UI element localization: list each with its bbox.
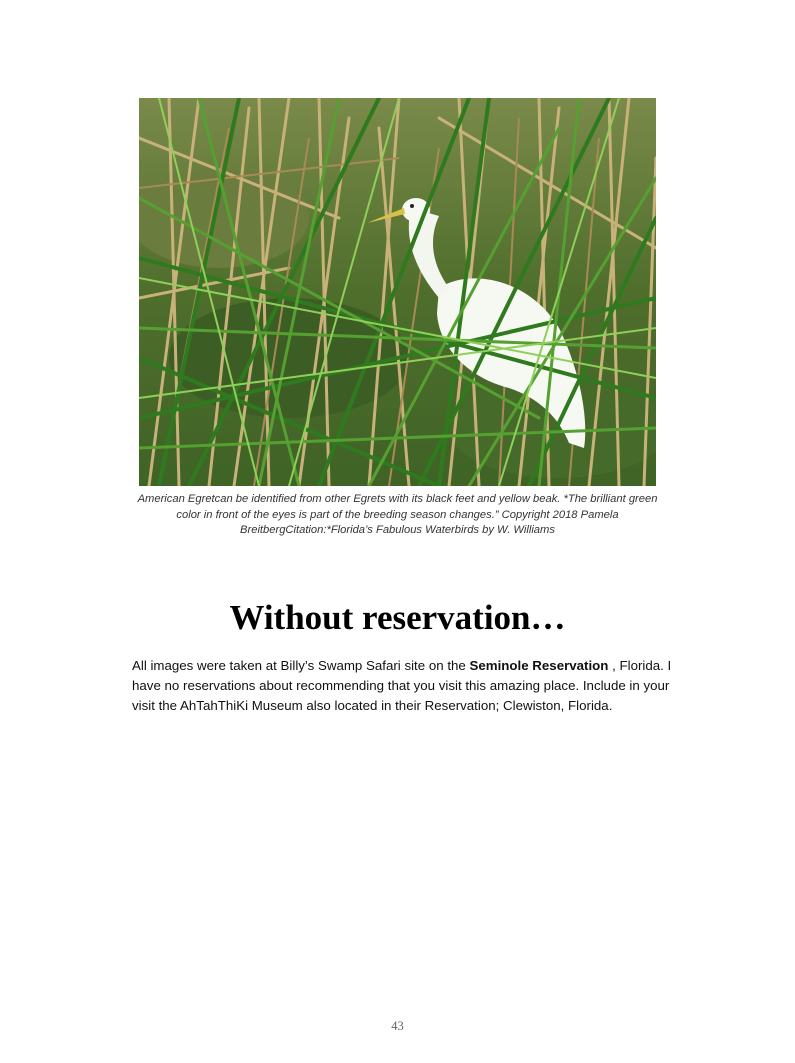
seminole-reservation-bold: Seminole Reservation xyxy=(469,658,609,673)
paragraph-text-part2: , Florida. I have no reservations about recommending that you visit this amazing place. Include in your visit the AhTahThiKi Museum also located in their Reservation; Clewiston, Florida. xyxy=(132,658,672,713)
figure-caption: American Egretcan be identified from other Egrets with its black feet and yellow beak. *The brilliant green color in front of the eyes is part of the breeding season changes.” Copyright 2018 Pamela BreitbergCitation:*Florida’s Fabulous Waterbirds by W. Williams xyxy=(137,493,658,536)
page-number: 43 xyxy=(391,1019,404,1033)
section-heading: Without reservation… xyxy=(229,598,566,637)
body-paragraph xyxy=(132,656,672,716)
egret-photo xyxy=(139,98,656,486)
paragraph-text-part1: All images were taken at Billy’s Swamp Safari site on the xyxy=(132,658,470,673)
